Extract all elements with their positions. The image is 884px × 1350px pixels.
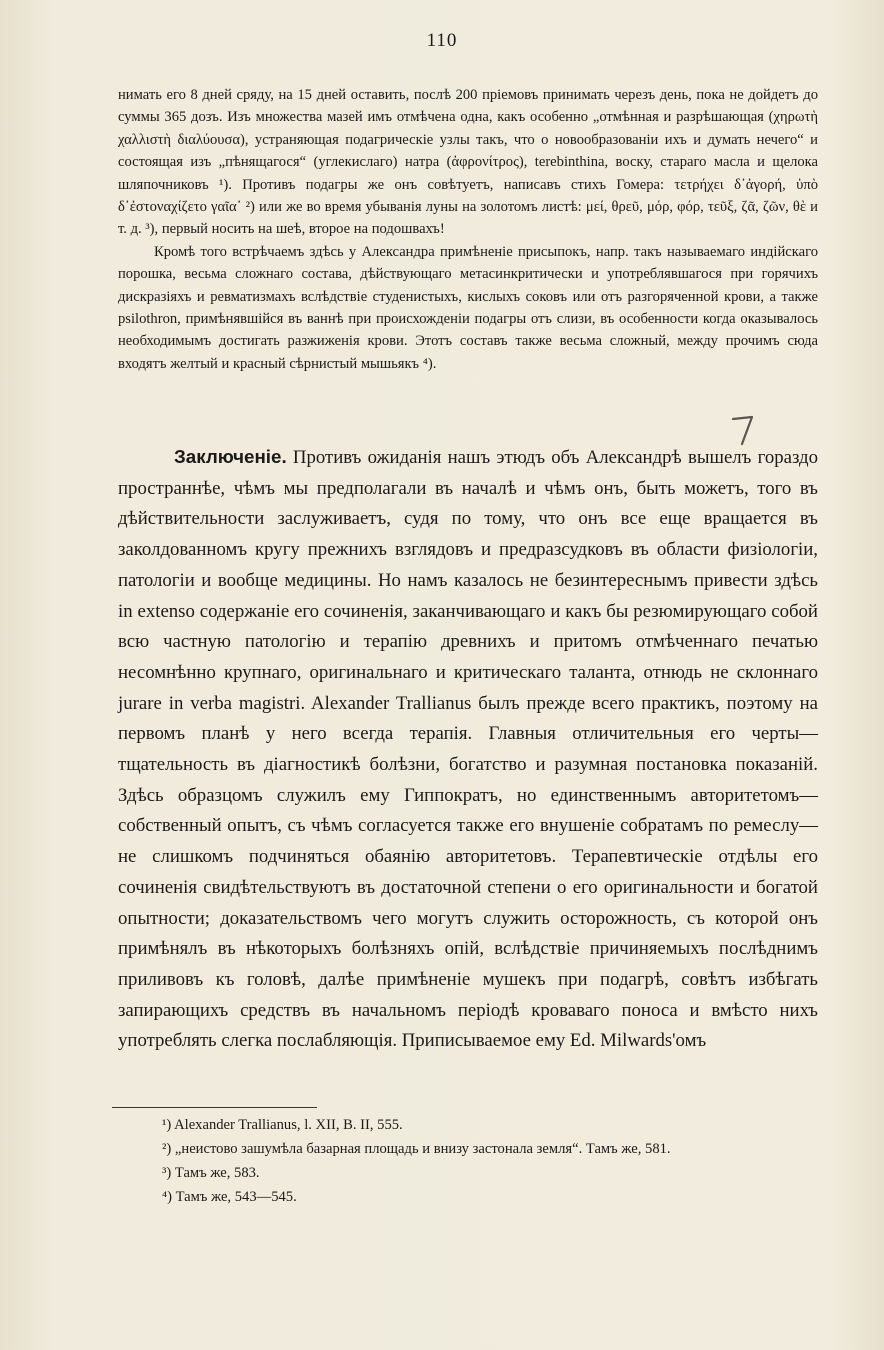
footnote-mark: ⁴) bbox=[162, 1189, 172, 1205]
conclusion-section bbox=[118, 442, 818, 1057]
page-number: 110 bbox=[426, 30, 458, 51]
footnote-divider bbox=[112, 1107, 317, 1108]
footnote-text: „неистово зашумѣла базарная площадь и внизу застонала земля“. Тамъ же, 581. bbox=[174, 1141, 671, 1157]
conclusion-body: Противъ ожиданія нашъ этюдъ объ Александрѣ вышелъ гораздо пространнѣе, чѣмъ мы предполагали въ началѣ и чѣмъ онъ, быть можетъ, того въ дѣйствительности заслуживаетъ, судя по тому, что онъ все еще вращается въ заколдованномъ кругу прежнихъ взглядовъ и предразсудковъ въ области физіологіи, патологіи и вообще медицины. Но намъ казалось не безинтереснымъ привести здѣсь in extenso содержаніе его сочиненія, заканчивающаго и какъ бы резюмирующаго собой всю частную патологію и терапію древнихъ и притомъ отмѣченнаго печатью несомнѣнно крупнаго, оригинальнаго и критическаго таланта, отнюдь не склоннаго jurare in verba magistri. Alexander Trallianus былъ прежде всего практикъ, поэтому на первомъ планѣ у него всегда терапія. Главныя отличительныя его черты—тщательность въ діагностикѣ болѣзни, богатство и разумная постановка показаній. Здѣсь образцомъ служилъ ему Гиппократъ, но единственнымъ авторитетомъ—собственный опытъ, съ чѣмъ согласуется также его внушеніе собратамъ по ремеслу—не слишкомъ подчиняться обаянію авторитетовъ. Терапевтическіе отдѣлы его сочиненія свидѣтельствуютъ въ достаточной степени о его оригинальности и богатой опытности; доказательствомъ чего могутъ служить осторожность, съ которой онъ примѣнялъ въ нѣкоторыхъ болѣзняхъ опій, вслѣдствіе причиняемыхъ послѣднимъ приливовъ къ головѣ, далѣе примѣненіе мушекъ при подагрѣ, совѣтъ избѣгать запирающихъ средствъ въ начальномъ періодѣ кроваваго поноса и вмѣсто нихъ употреблять слегка послабляющія. Приписываемое ему Ed. Milwards'омъ bbox=[118, 447, 818, 1052]
paragraph-powders: Кромѣ того встрѣчаемъ здѣсь у Александра примѣненіе присыпокъ, напр. такъ называемаго индійскаго порошка, весьма сложнаго состава, дѣйствующаго метасинкритически и употреблявшагося при горячихъ дискразіяхъ и ревматизмахъ вслѣдствіе студенистыхъ, кислыхъ соковъ или отъ разгоряченной крови, а также psilothron, примѣнявшійся въ ваннѣ при происхожденіи подагры отъ слизи, въ особенности когда оказывалось необходимымъ достигать разжиженія крови. Этотъ составъ также весьма сложный, между прочимъ сюда входятъ желтый и красный сѣрнистый мышьякъ ⁴). bbox=[118, 243, 818, 372]
footnote-text: Тамъ же, 583. bbox=[174, 1165, 260, 1181]
footnote-2 bbox=[162, 1137, 822, 1161]
footnote-4 bbox=[162, 1185, 822, 1209]
footnote-1 bbox=[162, 1113, 822, 1137]
continuation-text-block bbox=[118, 84, 818, 375]
footnotes bbox=[162, 1113, 822, 1209]
footnote-mark: ¹) bbox=[162, 1117, 172, 1133]
footnote-text: Alexander Trallianus, l. XII, B. II, 555. bbox=[174, 1117, 403, 1133]
paragraph-ointments: нимать его 8 дней сряду, на 15 дней оставить, послѣ 200 пріемовъ принимать черезъ день, пока не дойдетъ до суммы 365 дозъ. Изъ множества мазей имъ отмѣчена одна, какъ особенно „отмѣнная и разрѣшающая (χηρωτὴ χαλλιστὴ διαλύουσα), устраняющая подагрическіе узлы такъ, что о новообразованіи ихъ и думать нечего“ и состоящая изъ „пѣнящагося“ (углекислаго) натра (ἀφρονίτρος), terebinthina, воску, стараго масла и щелока шляпочниковъ ¹). Противъ подагры же онъ совѣтуетъ, написавъ стихъ Гомера: τετρήχει δ᾽ἀγορή, ὑπὸ δ᾽ἐστοναχίζετο γαῖα᾽ ²) или же во время убыванія луны на золотомъ листѣ: μεί, θρεῦ, μόρ, φόρ, τεῦξ, ζᾶ, ζῶν, θὲ и т. д. ³), первый носить на шеѣ, второе на подошвахъ! bbox=[118, 87, 818, 238]
footnote-mark: ³) bbox=[162, 1165, 172, 1181]
footnote-mark: ²) bbox=[162, 1141, 172, 1157]
conclusion-heading: Заключеніе. bbox=[174, 446, 287, 467]
footnote-3 bbox=[162, 1161, 822, 1185]
footnote-text: Тамъ же, 543—545. bbox=[175, 1189, 297, 1205]
conclusion-paragraph bbox=[118, 442, 818, 1057]
